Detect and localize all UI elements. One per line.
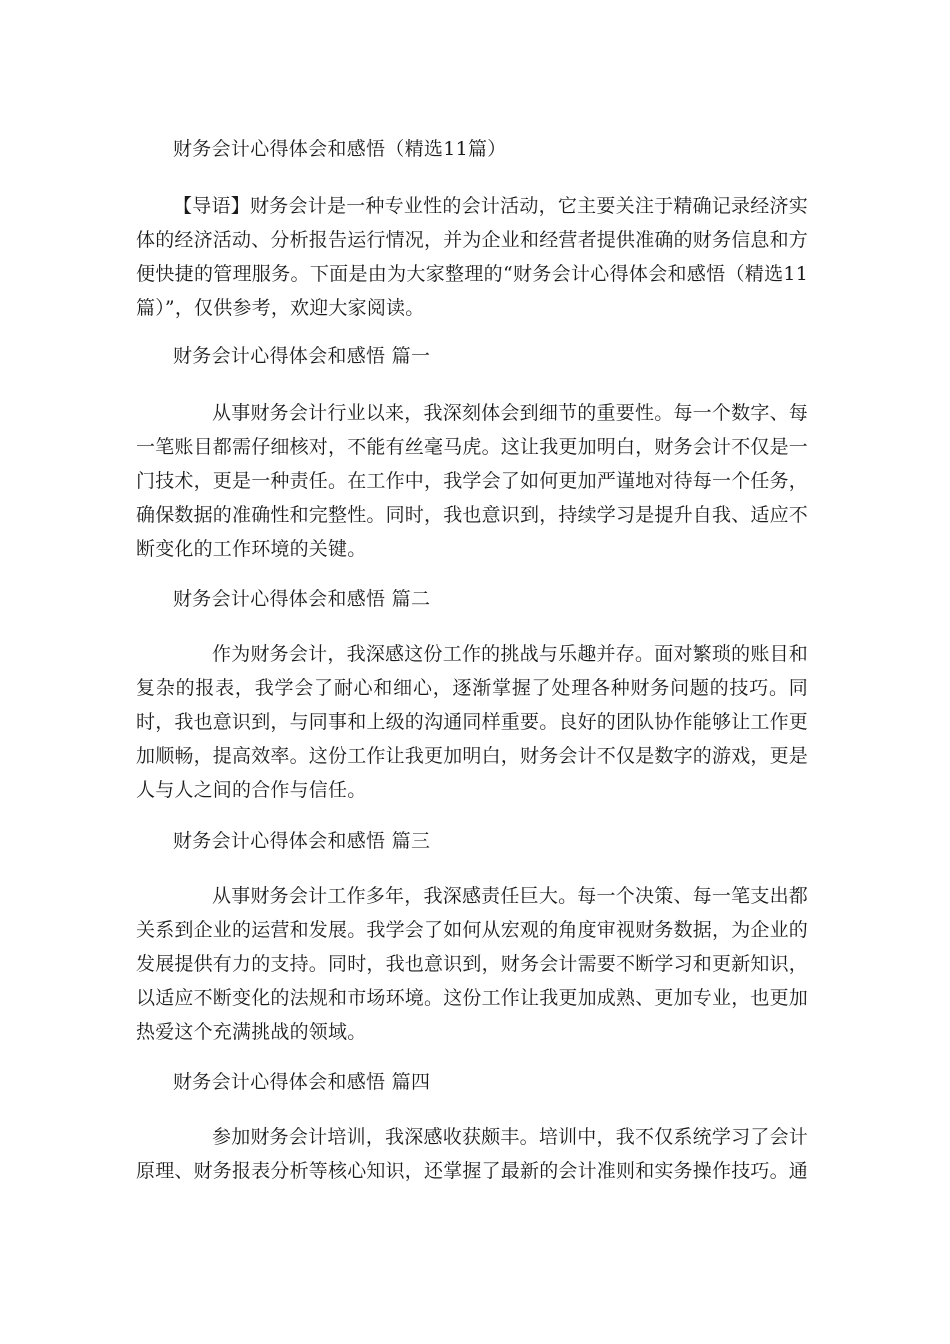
section-heading-2: 财务会计心得体会和感悟 篇二 — [173, 588, 431, 610]
section-body-3: 从事财务会计工作多年，我深感责任巨大。每一个决策、每一笔支出都关系到企业的运营和发展。我学会了如何从宏观的角度审视财务数据，为企业的发展提供有力的支持。同时，我也意识到，财务会计需要不断学习和更新知识，以适应不断变化的法规和市场环境。这份工作让我更加成熟、更加专业，也更加热爱这个充满挑战的领域。 — [136, 885, 809, 1043]
document-title: 财务会计心得体会和感悟（精选11篇） — [173, 138, 507, 160]
section-heading-1: 财务会计心得体会和感悟 篇一 — [173, 345, 431, 367]
section-body-4: 参加财务会计培训，我深感收获颇丰。培训中，我不仅系统学习了会计原理、财务报表分析等核心知识，还掌握了最新的会计准则和实务操作技巧。通 — [136, 1126, 809, 1182]
intro-paragraph: 【导语】财务会计是一种专业性的会计活动，它主要关注于精确记录经济实体的经济活动、分析报告运行情况，并为企业和经营者提供准确的财务信息和方便快捷的管理服务。下面是由为大家整理的“财务会计心得体会和感悟（精选11篇）”，仅供参考，欢迎大家阅读。 — [136, 195, 809, 319]
section-heading-4: 财务会计心得体会和感悟 篇四 — [173, 1071, 431, 1093]
section-heading-3: 财务会计心得体会和感悟 篇三 — [173, 830, 431, 852]
section-body-2: 作为财务会计，我深感这份工作的挑战与乐趣并存。面对繁琐的账目和复杂的报表，我学会了耐心和细心，逐渐掌握了处理各种财务问题的技巧。同时，我也意识到，与同事和上级的沟通同样重要。良好的团队协作能够让工作更加顺畅，提高效率。这份工作让我更加明白，财务会计不仅是数字的游戏，更是人与人之间的合作与信任。 — [136, 643, 809, 801]
section-body-1: 从事财务会计行业以来，我深刻体会到细节的重要性。每一个数字、每一笔账目都需仔细核对，不能有丝毫马虎。这让我更加明白，财务会计不仅是一门技术，更是一种责任。在工作中，我学会了如何更加严谨地对待每一个任务，确保数据的准确性和完整性。同时，我也意识到，持续学习是提升自我、适应不断变化的工作环境的关键。 — [136, 402, 809, 560]
